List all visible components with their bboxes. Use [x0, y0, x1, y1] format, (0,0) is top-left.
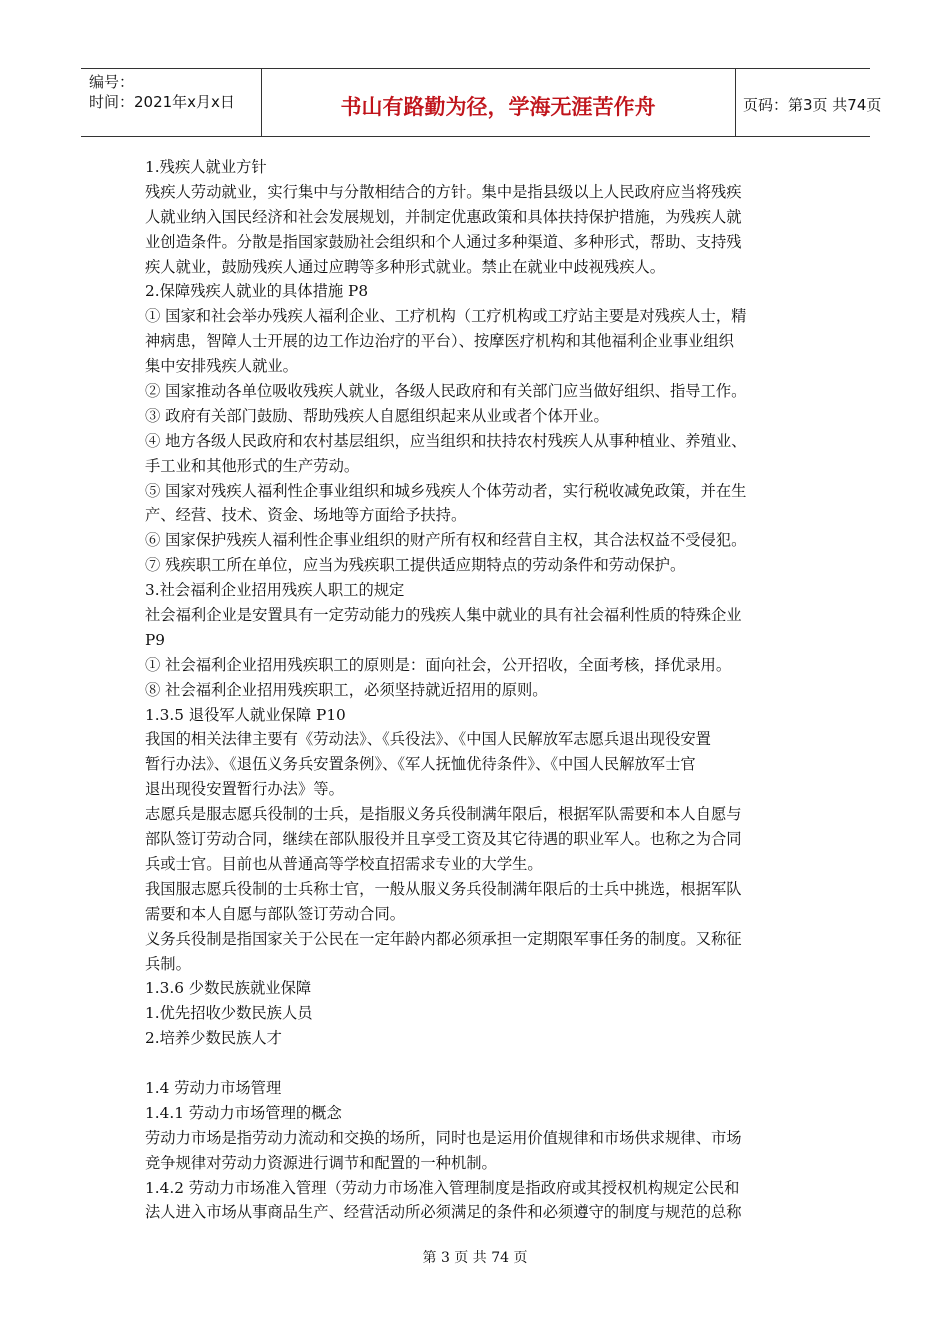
text-line: 残疾人劳动就业，实行集中与分散相结合的方针。集中是指县级以上人民政府应当将残疾: [145, 182, 742, 201]
doc-date-label: 时间：2021年x月x日: [89, 93, 235, 111]
text-line: 疾人就业，鼓励残疾人通过应聘等多种形式就业。禁止在就业中歧视残疾人。: [145, 257, 666, 276]
text-line: 1.3.6 少数民族就业保障: [145, 979, 312, 998]
text-line: P9: [145, 630, 166, 649]
page-footer: 第 3 页 共 74 页: [422, 1250, 528, 1266]
text-line: 2.培养少数民族人才: [145, 1029, 282, 1048]
text-line: [145, 1051, 810, 1076]
text-line: 3.社会福利企业招用残疾人职工的规定: [145, 581, 405, 600]
header-page-info: 页码：第3页 共74页: [743, 96, 882, 114]
text-line: 1.残疾人就业方针: [145, 158, 267, 176]
text-line: 1.3.5 退役军人就业保障 P10: [145, 705, 346, 724]
text-line: ④ 地方各级人民政府和农村基层组织，应当组织和扶持农村残疾人从事种植业、养殖业、: [145, 431, 747, 450]
text-line: ② 国家推动各单位吸收残疾人就业，各级人民政府和有关部门应当做好组织、指导工作。: [145, 382, 747, 401]
text-line: 集中安排残疾人就业。: [145, 357, 298, 376]
text-line: 暂行办法》、《退伍义务兵安置条例》、《军人抚恤优待条件》、《中国人民解放军士官: [145, 755, 696, 774]
text-line: 需要和本人自愿与部队签订劳动合同。: [145, 904, 406, 923]
text-line: 劳动力市场是指劳动力流动和交换的场所，同时也是运用价值规律和市场供求规律、市场: [145, 1128, 742, 1147]
text-line: 1.4.1 劳动力市场管理的概念: [145, 1103, 342, 1122]
text-line: 手工业和其他形式的生产劳动。: [145, 456, 360, 475]
text-line: 我国的相关法律主要有《劳动法》、《兵役法》、《中国人民解放军志愿兵退出现役安置: [145, 730, 711, 749]
page-header: [81, 68, 882, 137]
text-line: 产、经营、技术、资金、场地等方面给予扶持。: [145, 506, 467, 525]
text-line: 业创造条件。分散是指国家鼓励社会组织和个人通过多种渠道、多种形式，帮助、支持残: [145, 232, 742, 251]
text-line: ⑧ 社会福利企业招用残疾职工，必须坚持就近招用的原则。: [145, 680, 548, 699]
text-line: 兵或士官。目前也从普通高等学校直招需求专业的大学生。: [145, 854, 543, 873]
text-line: 竞争规律对劳动力资源进行调节和配置的一种机制。: [145, 1153, 497, 1172]
text-line: 2.保障残疾人就业的具体措施 P8: [145, 282, 369, 301]
text-line: 义务兵役制是指国家关于公民在一定年龄内都必须承担一定期限军事任务的制度。又称征: [145, 929, 742, 948]
text-line: ① 国家和社会举办残疾人福利企业、工疗机构（工疗机构或工疗站主要是对残疾人士，精: [145, 307, 747, 326]
text-line: ① 社会福利企业招用残疾职工的原则是：面向社会，公开招收，全面考核，择优录用。: [145, 655, 732, 674]
text-line: 部队签订劳动合同，继续在部队服役并且享受工资及其它待遇的职业军人。也称之为合同: [145, 830, 742, 849]
text-line: 1.4.2 劳动力市场准入管理（劳动力市场准入管理制度是指政府或其授权机构规定公民和: [145, 1178, 740, 1197]
text-line: 人就业纳入国民经济和社会发展规划，并制定优惠政策和具体扶持保护措施，为残疾人就: [145, 207, 742, 226]
header-page-cell: [735, 69, 882, 136]
text-line: 神病患，智障人士开展的边工作边治疗的平台）、按摩医疗机构和其他福利企业事业组织: [145, 332, 734, 351]
text-line: 法人进入市场从事商品生产、经营活动所必须满足的条件和必须遵守的制度与规范的总称: [145, 1203, 742, 1222]
text-line: ⑥ 国家保护残疾人福利性企事业组织的财产所有权和经营自主权，其合法权益不受侵犯。: [145, 531, 747, 550]
header-motto-cell: [261, 69, 736, 136]
text-line: 兵制。: [145, 954, 191, 973]
text-line: 退出现役安置暂行办法》等。: [145, 780, 344, 799]
text-line: ③ 政府有关部门鼓励、帮助残疾人自愿组织起来从业或者个体开业。: [145, 406, 609, 425]
text-line: 我国服志愿兵役制的士兵称士官，一般从服义务兵役制满年限后的士兵中挑选，根据军队: [145, 879, 742, 898]
text-line: ⑤ 国家对残疾人福利性企事业组织和城乡残疾人个体劳动者，实行税收减免政策，并在生: [145, 481, 747, 500]
text-line: 志愿兵是服志愿兵役制的士兵，是指服义务兵役制满年限后，根据军队需要和本人自愿与: [145, 805, 742, 824]
motto-text: 书山有路勤为径，学海无涯苦作舟: [340, 95, 656, 119]
text-line: 1.4 劳动力市场管理: [145, 1078, 282, 1097]
text-line: 1.优先招收少数民族人员: [145, 1004, 313, 1023]
document-body: [145, 155, 810, 1225]
text-line: ⑦ 残疾职工所在单位，应当为残疾职工提供适应期特点的劳动条件和劳动保护。: [145, 556, 686, 575]
header-meta-cell: [81, 69, 262, 136]
text-line: 社会福利企业是安置具有一定劳动能力的残疾人集中就业的具有社会福利性质的特殊企业: [145, 606, 742, 625]
doc-number-label: 编号：: [89, 73, 135, 91]
